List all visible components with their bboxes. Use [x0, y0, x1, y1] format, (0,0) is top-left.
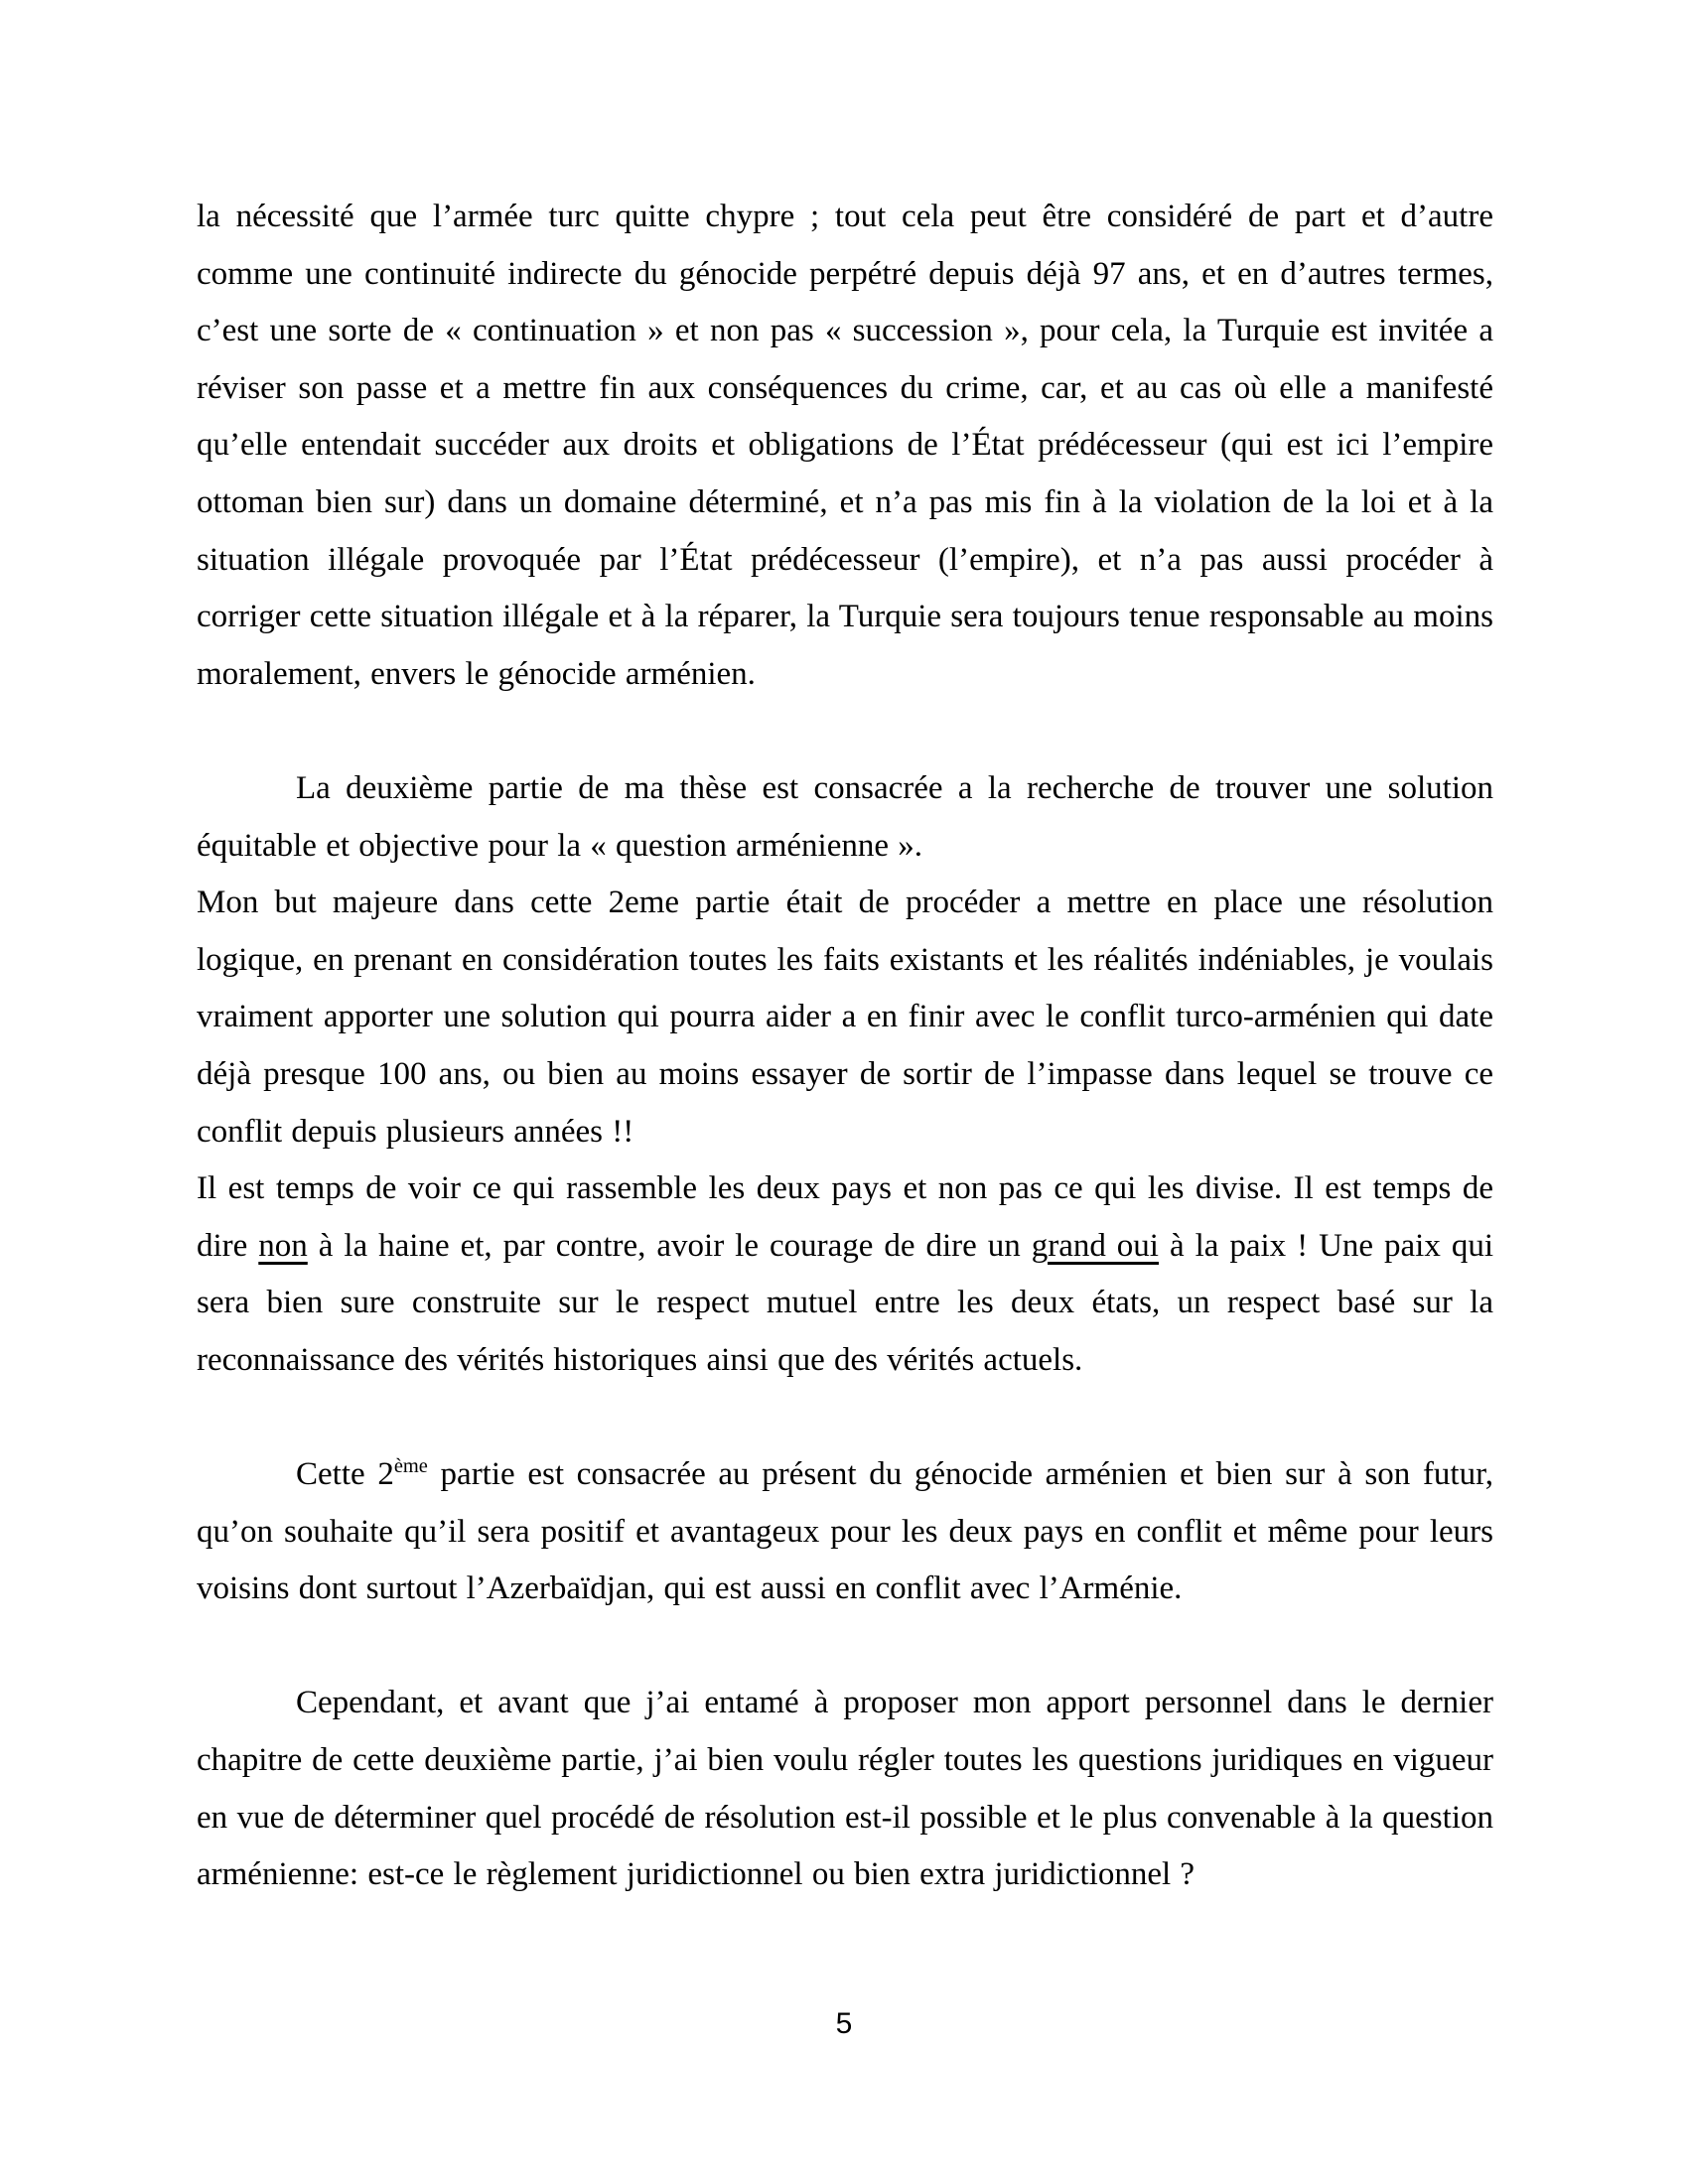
- text-segment: Cette 2: [296, 1456, 394, 1493]
- ordinal-superscript: ème: [393, 1455, 428, 1478]
- document-body-text: [197, 189, 1493, 1904]
- paragraph-time-for-peace: [197, 1160, 1493, 1389]
- text-segment: Il est temps de voir ce qui rassemble les deux pays et non pas ce qui les divise. Il est temps de dire: [197, 1170, 1493, 1264]
- paragraph-present-future: [197, 1446, 1493, 1618]
- text-segment: partie est consacrée au présent du génocide arménien et bien sur à son futur, qu’on souhaite qu’il sera positif et avantageux pour les deux pays en conflit et même pour leurs voisins dont surtout l’Azerbaïdjan, qui est aussi en conflit avec l’Arménie.: [197, 1456, 1493, 1607]
- paragraph-second-part-intro: La deuxième partie de ma thèse est consacrée a la recherche de trouver une solution équitable et objective pour la « question arménienne ».: [197, 769, 1493, 864]
- text-segment: à la paix ! Une paix qui sera bien sure construite sur le respect mutuel entre les deux états, un respect basé sur la reconnaissance des vérités historiques ainsi que des vérités actuels.: [197, 1227, 1493, 1378]
- paragraph-goal: Mon but majeure dans cette 2eme partie était de procéder a mettre en place une résolution logique, en prenant en considération toutes les faits existants et les réalités indéniables, je voulais vraiment apporter une solution qui pourra aider a en finir avec le conflit turco-arménien qui date déjà presque 100 ans, ou bien au moins essayer de sortir de l’impasse dans lequel se trouve ce conflit depuis plusieurs années !!: [197, 885, 1493, 1150]
- paragraph-continuation: la nécessité que l’armée turc quitte chypre ; tout cela peut être considéré de part et d’autre comme une continuité indirecte du génocide perpétré depuis déjà 97 ans, et en d’autres termes, c’est une sorte de « continuation » et non pas « succession », pour cela, la Turquie est invitée a réviser son passe et a mettre fin aux conséquences du crime, car, et au cas où elle a manifesté qu’elle entendait succéder aux droits et obligations de l’État prédécesseur (qui est ici l’empire ottoman bien sur) dans un domaine déterminé, et n’a pas mis fin à la violation de la loi et à la situation illégale provoquée par l’État prédécesseur (l’empire), et n’a pas aussi procéder à corriger cette situation illégale et à la réparer, la Turquie sera toujours tenue responsable au moins moralement, envers le génocide arménien.: [197, 199, 1493, 692]
- page-number: 5: [835, 2007, 853, 2040]
- underlined-phrase-grand-oui: grand oui: [1031, 1227, 1159, 1264]
- text-segment: à la haine et, par contre, avoir le courage de dire un: [307, 1227, 1032, 1264]
- underlined-word-non: non: [258, 1227, 308, 1264]
- paragraph-legal-questions: Cependant, et avant que j’ai entamé à proposer mon apport personnel dans le dernier chapitre de cette deuxième partie, j’ai bien voulu régler toutes les questions juridiques en vigueur en vue de déterminer quel procédé de résolution est-il possible et le plus convenable à la question arménienne: est-ce le règlement juridictionnel ou bien extra juridictionnel ?: [197, 1685, 1493, 1893]
